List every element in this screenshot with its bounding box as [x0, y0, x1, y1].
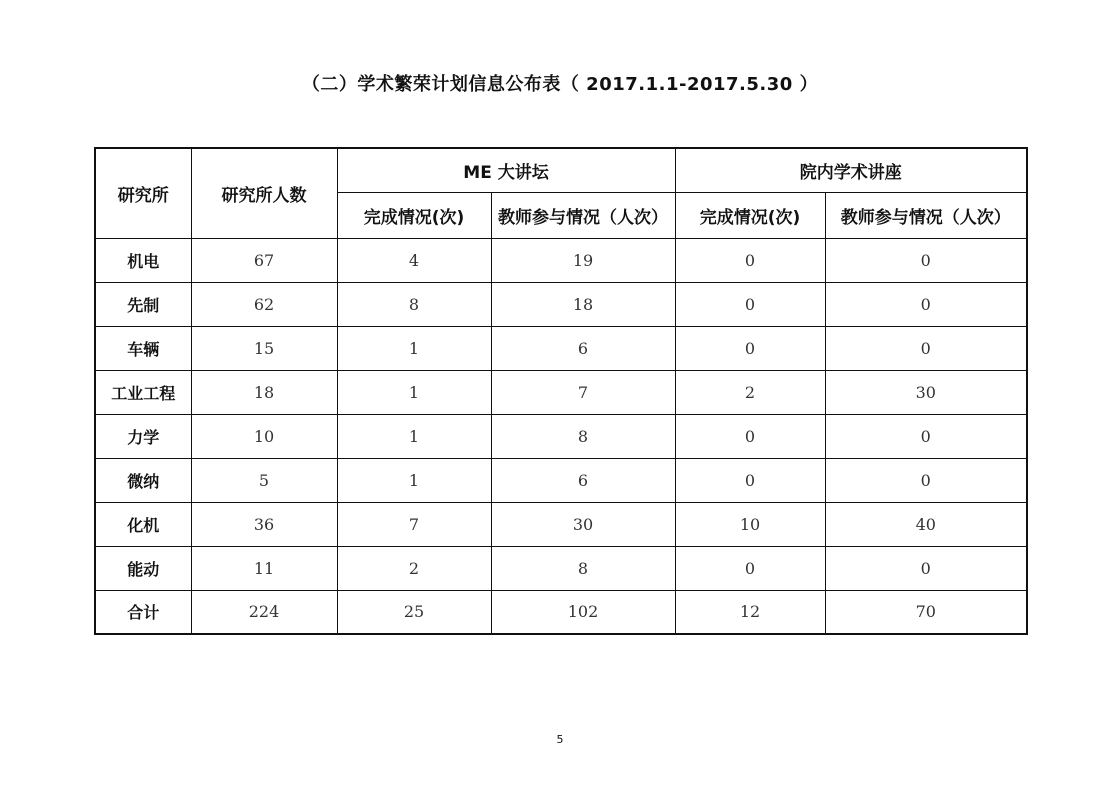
me-participation-cell: 30	[491, 502, 675, 546]
headcount-cell: 18	[191, 370, 337, 414]
internal-participation-cell: 30	[825, 370, 1027, 414]
header-internal-lecture: 院内学术讲座	[675, 148, 1027, 192]
institute-name-cell: 合计	[95, 590, 191, 634]
header-me-participation: 教师参与情况（人次）	[491, 192, 675, 238]
table-row	[95, 546, 1027, 590]
internal-participation-cell: 0	[825, 546, 1027, 590]
internal-completion-cell: 2	[675, 370, 825, 414]
internal-participation-cell: 0	[825, 414, 1027, 458]
internal-completion-cell: 0	[675, 238, 825, 282]
header-internal-participation: 教师参与情况（人次）	[825, 192, 1027, 238]
me-participation-cell: 8	[491, 546, 675, 590]
institute-name-cell: 微纳	[95, 458, 191, 502]
me-completion-cell: 7	[337, 502, 491, 546]
internal-completion-cell: 0	[675, 458, 825, 502]
header-headcount: 研究所人数	[191, 148, 337, 238]
me-participation-cell: 19	[491, 238, 675, 282]
headcount-cell: 67	[191, 238, 337, 282]
institute-name-cell: 车辆	[95, 326, 191, 370]
table-row	[95, 458, 1027, 502]
headcount-cell: 5	[191, 458, 337, 502]
institute-name-cell: 能动	[95, 546, 191, 590]
headcount-cell: 224	[191, 590, 337, 634]
internal-participation-cell: 0	[825, 326, 1027, 370]
institute-name-cell: 工业工程	[95, 370, 191, 414]
me-completion-cell: 4	[337, 238, 491, 282]
headcount-cell: 15	[191, 326, 337, 370]
headcount-cell: 62	[191, 282, 337, 326]
me-completion-cell: 25	[337, 590, 491, 634]
internal-completion-cell: 0	[675, 326, 825, 370]
header-internal-completion: 完成情况(次)	[675, 192, 825, 238]
table-row	[95, 238, 1027, 282]
me-completion-cell: 2	[337, 546, 491, 590]
me-participation-cell: 8	[491, 414, 675, 458]
internal-completion-cell: 0	[675, 282, 825, 326]
table-row	[95, 502, 1027, 546]
me-completion-cell: 1	[337, 414, 491, 458]
internal-participation-cell: 0	[825, 458, 1027, 502]
internal-completion-cell: 0	[675, 546, 825, 590]
internal-participation-cell: 0	[825, 238, 1027, 282]
table-body	[95, 238, 1027, 634]
institute-name-cell: 机电	[95, 238, 191, 282]
internal-completion-cell: 12	[675, 590, 825, 634]
institute-name-cell: 力学	[95, 414, 191, 458]
table-row	[95, 590, 1027, 634]
table-row	[95, 326, 1027, 370]
me-completion-cell: 1	[337, 326, 491, 370]
headcount-cell: 10	[191, 414, 337, 458]
me-completion-cell: 1	[337, 370, 491, 414]
internal-completion-cell: 0	[675, 414, 825, 458]
header-me-completion: 完成情况(次)	[337, 192, 491, 238]
me-completion-cell: 1	[337, 458, 491, 502]
internal-completion-cell: 10	[675, 502, 825, 546]
institute-name-cell: 先制	[95, 282, 191, 326]
internal-participation-cell: 70	[825, 590, 1027, 634]
internal-participation-cell: 0	[825, 282, 1027, 326]
internal-participation-cell: 40	[825, 502, 1027, 546]
me-participation-cell: 102	[491, 590, 675, 634]
headcount-cell: 11	[191, 546, 337, 590]
me-participation-cell: 6	[491, 458, 675, 502]
page-number: 5	[556, 733, 564, 746]
institute-name-cell: 化机	[95, 502, 191, 546]
table-row	[95, 282, 1027, 326]
me-participation-cell: 6	[491, 326, 675, 370]
me-participation-cell: 7	[491, 370, 675, 414]
headcount-cell: 36	[191, 502, 337, 546]
me-participation-cell: 18	[491, 282, 675, 326]
table-row	[95, 414, 1027, 458]
table-row	[95, 370, 1027, 414]
page-title: （二）学术繁荣计划信息公布表（ 2017.1.1-2017.5.30 ）	[301, 74, 819, 95]
academic-plan-table	[94, 147, 1028, 635]
header-institute: 研究所	[95, 148, 191, 238]
header-me-forum: ME 大讲坛	[337, 148, 675, 192]
me-completion-cell: 8	[337, 282, 491, 326]
